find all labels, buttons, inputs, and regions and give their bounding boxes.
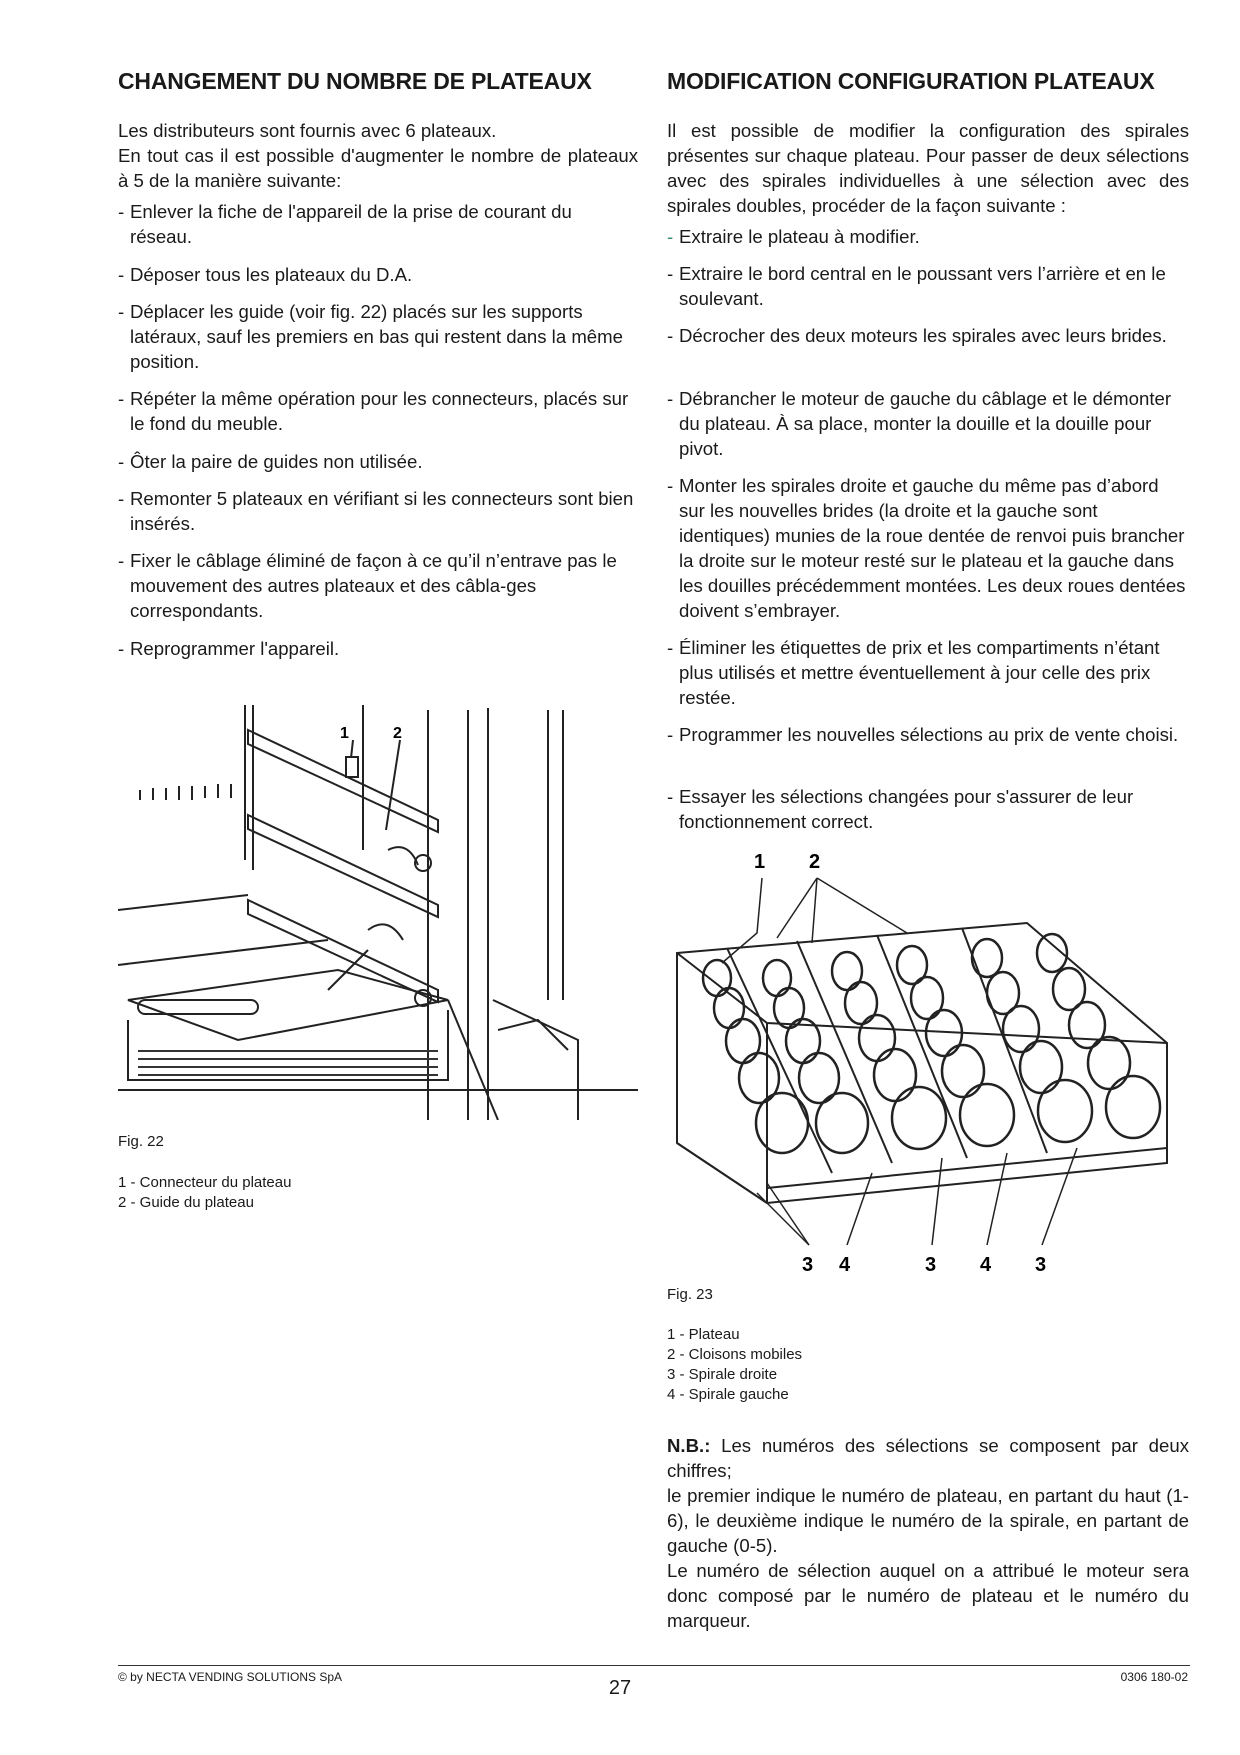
note-line: N.B.: Les numéros des sélections se composent par deux chiffres; — [667, 1435, 1189, 1481]
legend-item: 2 - Guide du plateau — [118, 1194, 254, 1211]
note-label: N.B.: — [667, 1435, 711, 1456]
left-step: - Fixer le câblage éliminé de façon à ce qu’il n’entrave pas le mouvement des autres plateaux et des câbla-ges correspondants. — [118, 550, 617, 621]
fig23-callout-4: 4 — [980, 1254, 992, 1276]
right-step: - Monter les spirales droite et gauche du même pas d’abord sur les nouvelles brides (la droite et la gauche sont identiques) munies de la roue dentée de renvoi puis brancher la droite sur le moteur resté sur le plateau et la gauche dans les douilles précédemment montées. Les deux roues dentées doivent s’embrayer. — [667, 475, 1186, 621]
left-step: - Déposer tous les plateaux du D.A. — [118, 264, 413, 285]
left-step: - Reprogrammer l'appareil. — [118, 638, 340, 659]
left-step: - Déplacer les guide (voir fig. 22) placés sur les supports latéraux, sauf les premiers en bas qui restent dans la même position. — [118, 301, 623, 372]
note-line: le premier indique le numéro de plateau, en partant du haut (1-6), le deuxième indique le numéro de la spirale, en partant de gauche (0-5). — [667, 1485, 1189, 1556]
left-intro — [118, 118, 638, 193]
legend-item: 1 - Plateau — [667, 1326, 740, 1343]
figure-22-illustration — [118, 700, 638, 1120]
document-code: 0306 180-02 — [1120, 1670, 1188, 1684]
page-number: 27 — [608, 1677, 632, 1699]
figure-23-caption: Fig. 23 — [667, 1286, 713, 1303]
right-step: - Programmer les nouvelles sélections au prix de vente choisi. — [667, 724, 1179, 745]
right-intro: Il est possible de modifier la configuration des spirales présentes sur chaque plateau. Pour passer de deux sélections avec des spirales individuelles à une sélection avec des spirales doubles, procéder de la façon suivante : — [667, 120, 1189, 216]
fig22-callout-1: 1 — [340, 725, 349, 742]
legend-item: 1 - Connecteur du plateau — [118, 1174, 292, 1191]
figure-22-legend — [118, 1173, 291, 1213]
left-step: - Ôter la paire de guides non utilisée. — [118, 451, 423, 472]
fig22-callout-2: 2 — [393, 725, 402, 742]
footer-divider — [118, 1665, 1190, 1666]
fig23-callout-3: 3 — [802, 1254, 814, 1276]
figure-23-illustration — [667, 843, 1187, 1298]
fig23-callout-1: 1 — [754, 851, 766, 873]
left-section-title: CHANGEMENT DU NOMBRE DE PLATEAUX — [118, 68, 592, 94]
left-intro-line: Les distributeurs sont fournis avec 6 plateaux. — [118, 120, 497, 141]
legend-item: 4 - Spirale gauche — [667, 1386, 789, 1403]
fig23-callout-4: 4 — [839, 1254, 851, 1276]
right-step: - Extraire le plateau à modifier. — [667, 226, 920, 247]
legend-item: 2 - Cloisons mobiles — [667, 1346, 803, 1363]
right-step: - Extraire le bord central en le poussant vers l’arrière et en le soulevant. — [667, 263, 1166, 309]
right-section-title: MODIFICATION CONFIGURATION PLATEAUX — [667, 68, 1155, 94]
figure-23-legend — [667, 1325, 802, 1405]
fig23-callout-3: 3 — [925, 1254, 937, 1276]
footer-copyright: © by NECTA VENDING SOLUTIONS SpA — [118, 1670, 343, 1684]
right-step: - Débrancher le moteur de gauche du câblage et le démonter du plateau. À sa place, monter la douille et la douille pour pivot. — [667, 388, 1172, 459]
figure-22-caption: Fig. 22 — [118, 1133, 164, 1150]
left-step: - Remonter 5 plateaux en vérifiant si les connecteurs sont bien insérés. — [118, 488, 634, 534]
right-step: - Décrocher des deux moteurs les spirales avec leurs brides. — [667, 325, 1167, 346]
fig23-callout-3: 3 — [1035, 1254, 1047, 1276]
fig23-callout-2: 2 — [809, 851, 821, 873]
note-block — [667, 1433, 1189, 1633]
right-step: - Essayer les sélections changées pour s'assurer de leur fonctionnement correct. — [667, 786, 1134, 832]
legend-item: 3 - Spirale droite — [667, 1366, 778, 1383]
left-intro-line: En tout cas il est possible d'augmenter le nombre de plateaux à 5 de la manière suivante: — [118, 145, 638, 191]
right-step: - Éliminer les étiquettes de prix et les compartiments n’étant plus utilisés et mettre éventuellement à jour celle des prix restée. — [667, 637, 1160, 708]
left-step: - Répéter la même opération pour les connecteurs, placés sur le fond du meuble. — [118, 388, 629, 434]
left-step: - Enlever la fiche de l'appareil de la prise de courant du réseau. — [118, 201, 572, 247]
note-line: Le numéro de sélection auquel on a attribué le moteur sera donc composé par le numéro de plateau et le numéro du marqueur. — [667, 1560, 1189, 1631]
